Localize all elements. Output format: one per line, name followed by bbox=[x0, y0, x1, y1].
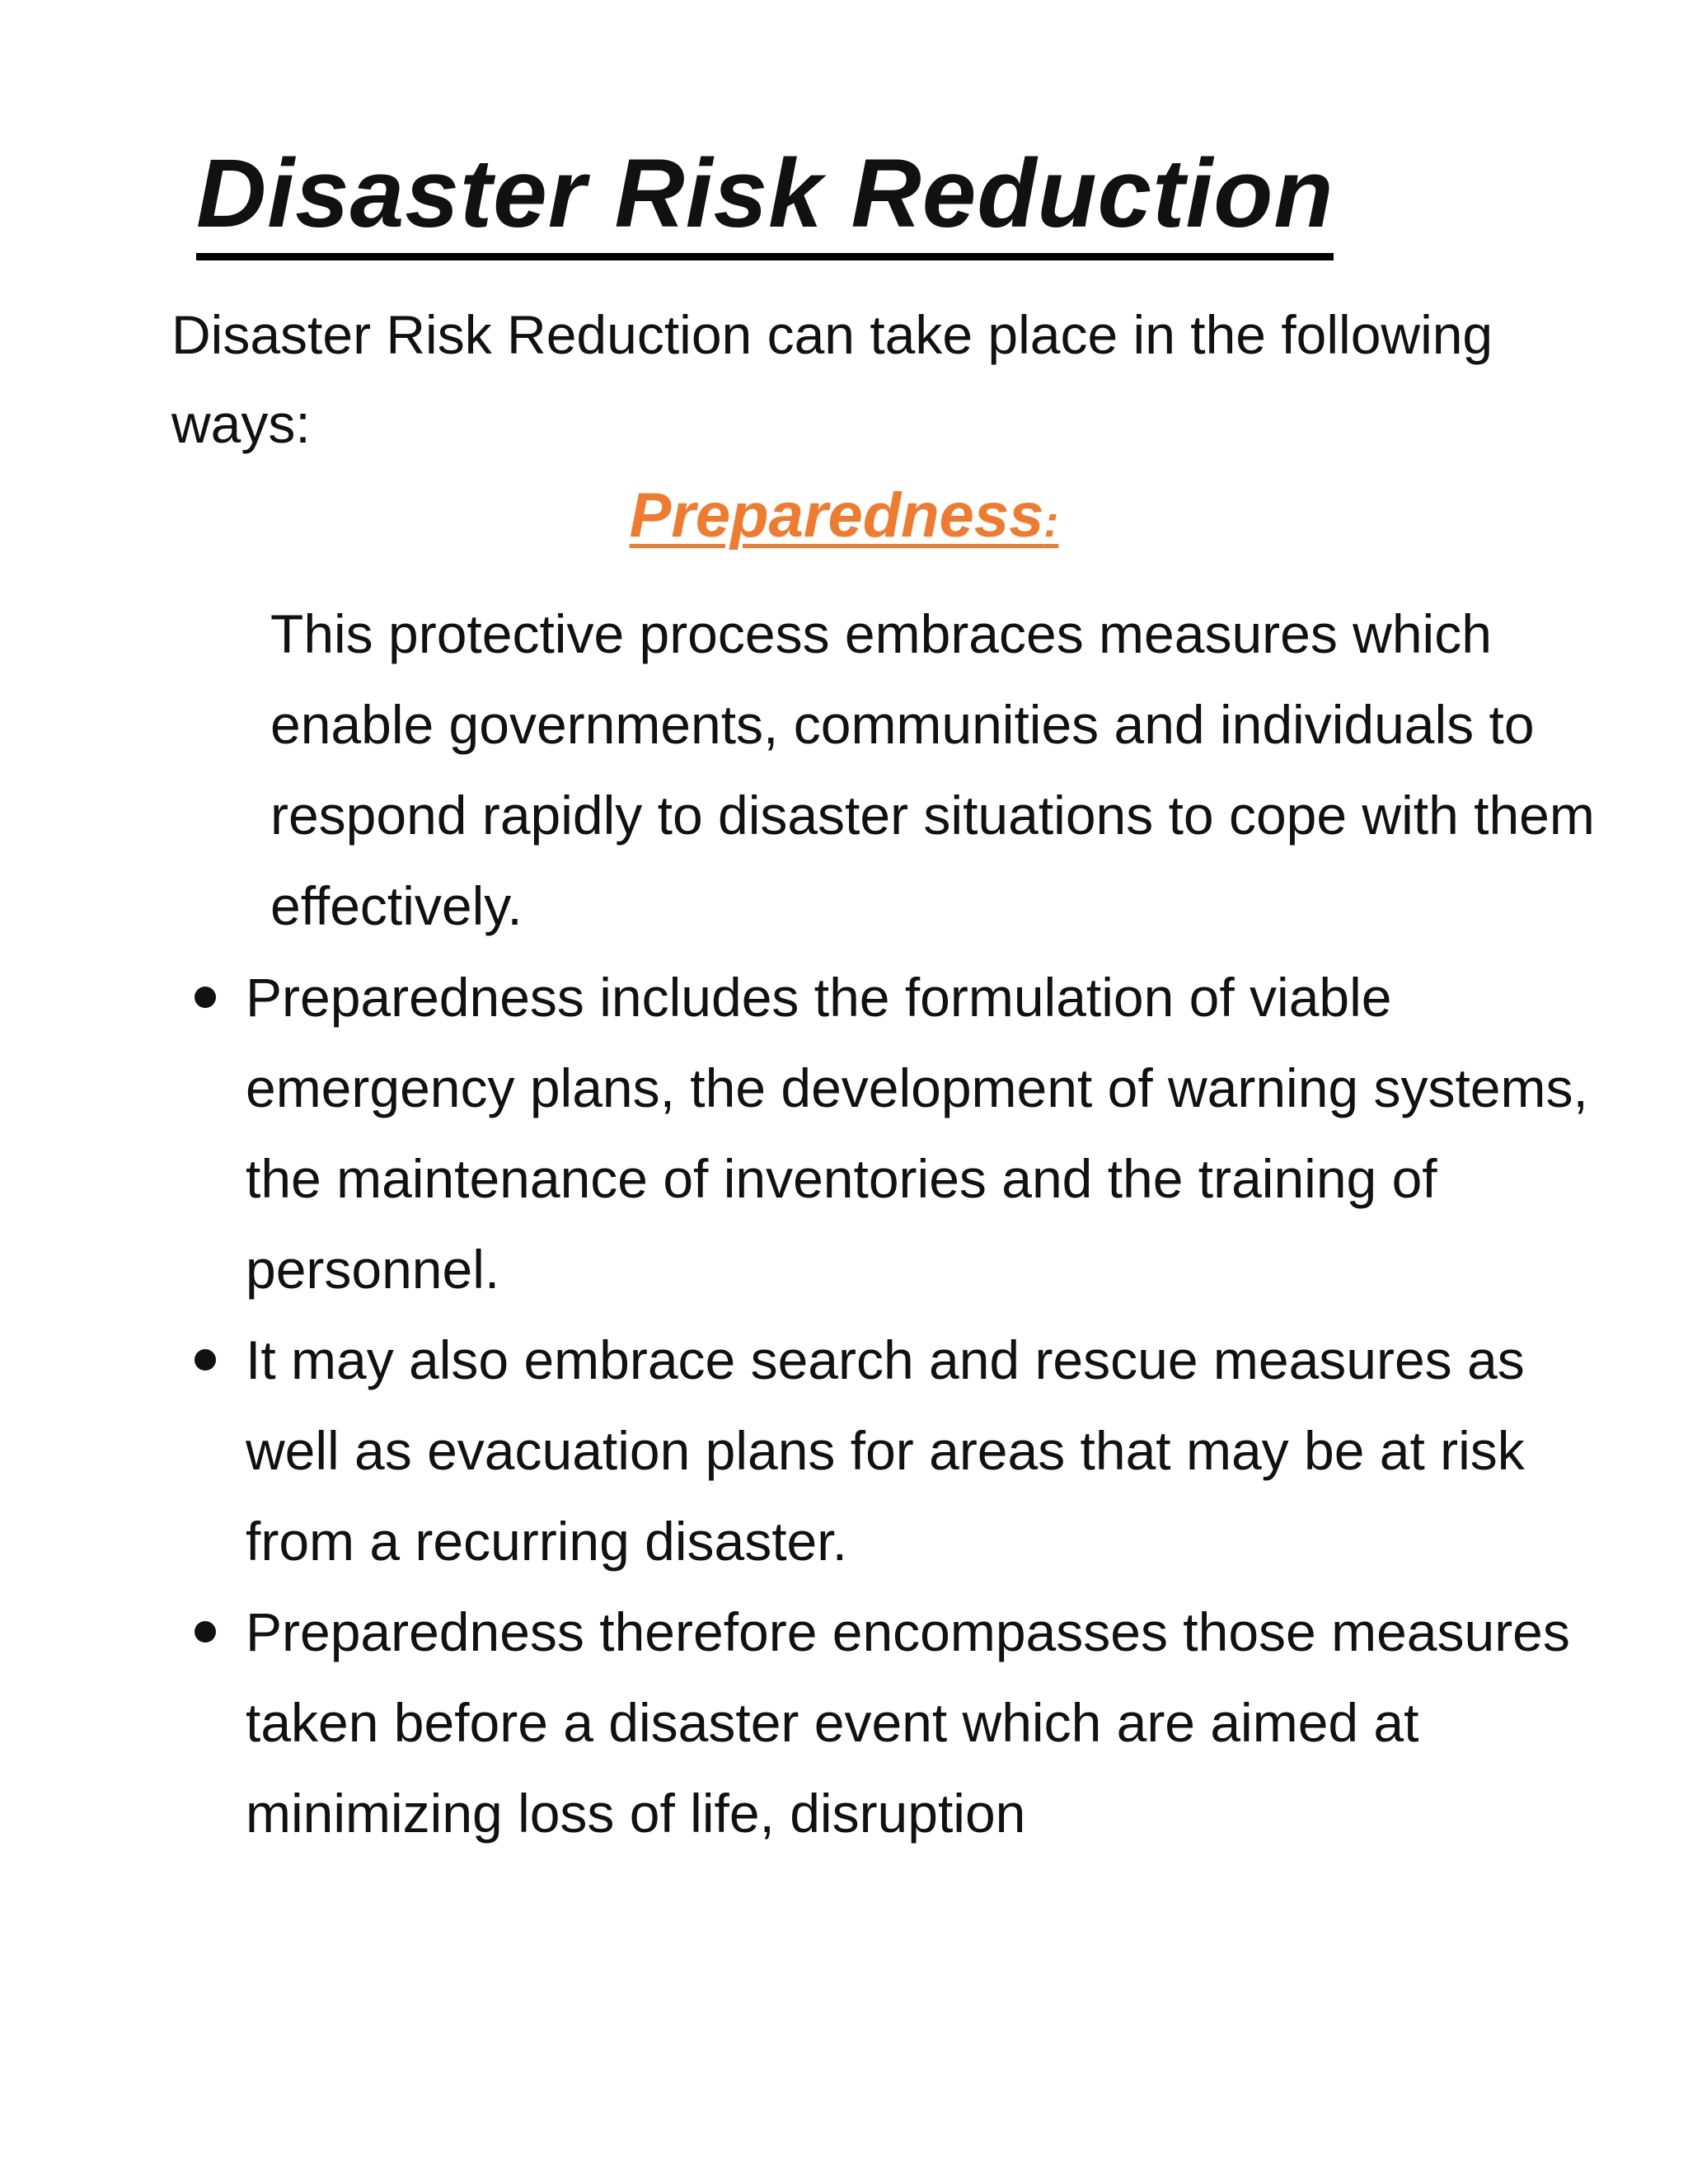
section-heading-text: Preparedness bbox=[629, 480, 1044, 551]
list-item bbox=[188, 1586, 1597, 1858]
list-item bbox=[188, 952, 1597, 1315]
list-item bbox=[188, 1315, 1597, 1586]
section-heading bbox=[0, 476, 1688, 561]
list-item-text: It may also embrace search and rescue measures as well as evacuation plans for areas that may be at risk from a recurring disaster. bbox=[246, 1329, 1525, 1572]
intro-paragraph: Disaster Risk Reduction can take place in the following ways: bbox=[171, 304, 1493, 454]
page-title: Disaster Risk Reduction bbox=[196, 136, 1334, 260]
list-item-text: Preparedness therefore encompasses those measures taken before a disaster event which are aimed at minimizing loss of life, disruption bbox=[246, 1601, 1570, 1844]
list-item-text: Preparedness includes the formulation of viable emergency plans, the development of warning systems, the maintenance of inventories and the training of personnel. bbox=[246, 967, 1588, 1300]
bullet-list bbox=[188, 952, 1597, 1858]
lead-paragraph: This protective process embraces measures which enable governments, communities and individuals to respond rapidly to disaster situations to cope with them effectively. bbox=[270, 603, 1595, 936]
bullet-icon bbox=[195, 1349, 216, 1371]
section-heading-colon: : bbox=[1043, 497, 1059, 546]
bullet-icon bbox=[195, 987, 216, 1008]
bullet-icon bbox=[195, 1621, 216, 1643]
